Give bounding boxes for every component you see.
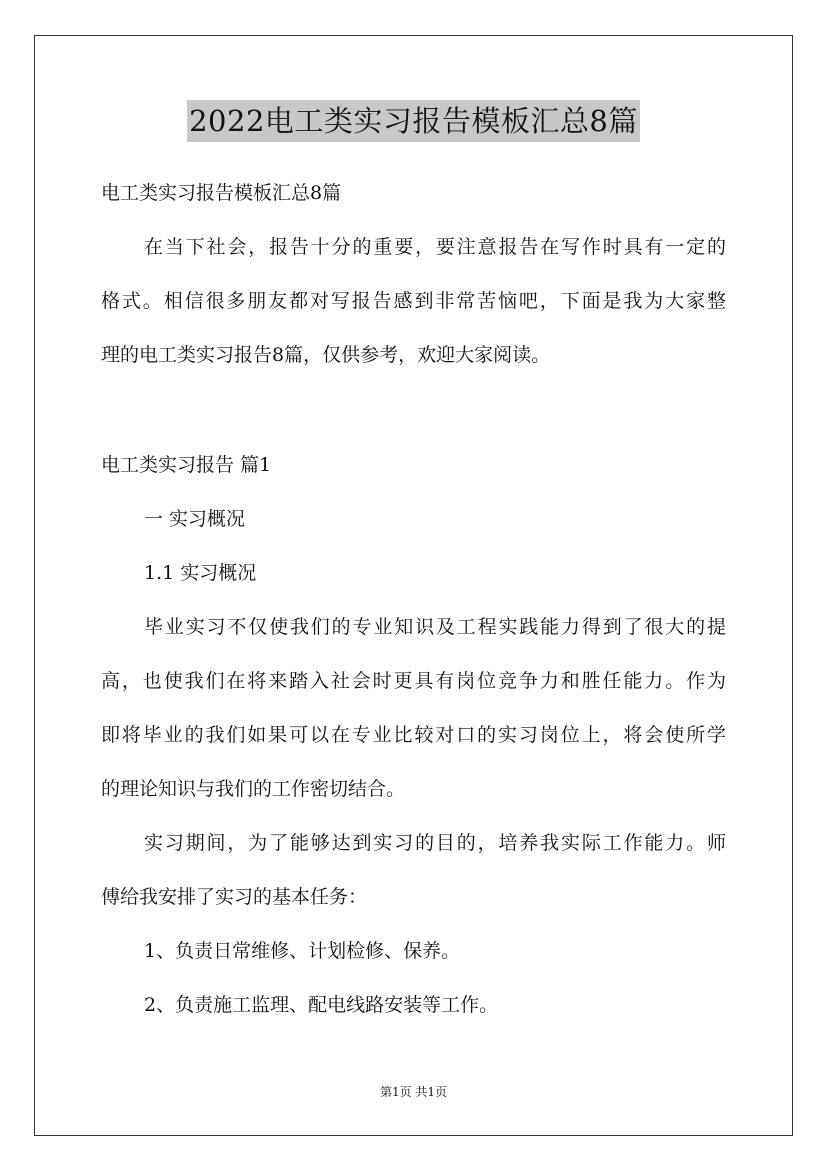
- intro-line-1: 在当下社会，报告十分的重要，要注意报告在写作时具有一定的: [144, 236, 726, 258]
- para1-line-4: 的理论知识与我们的工作密切结合。: [101, 778, 406, 800]
- document-title: 2022电工类实习报告模板汇总8篇: [187, 100, 640, 142]
- title-container: [0, 100, 827, 142]
- para1-line-3: 即将毕业的我们如果可以在专业比较对口的实习岗位上，将会使所学: [101, 724, 726, 746]
- para1-line-1: 毕业实习不仅使我们的专业知识及工程实践能力得到了很大的提: [144, 616, 726, 638]
- task-item-1: 1、负责日常维修、计划检修、保养。: [144, 940, 461, 962]
- task-item-2: 2、负责施工监理、配电线路安装等工作。: [144, 994, 499, 1016]
- sub-heading: 1.1 实习概况: [144, 562, 257, 584]
- part-heading: 一 实习概况: [144, 508, 246, 530]
- page-footer: 第1页 共1页: [379, 1085, 448, 1099]
- document-subtitle: 电工类实习报告模板汇总8篇: [101, 182, 342, 204]
- para2-line-2: 傅给我安排了实习的基本任务：: [101, 886, 368, 908]
- intro-line-2: 格式。相信很多朋友都对写报告感到非常苦恼吧，下面是我为大家整: [101, 290, 726, 312]
- para1-line-2: 高，也使我们在将来踏入社会时更具有岗位竞争力和胜任能力。作为: [101, 670, 726, 692]
- para2-line-1: 实习期间，为了能够达到实习的目的，培养我实际工作能力。师: [144, 832, 726, 854]
- intro-line-3: 理的电工类实习报告8篇，仅供参考，欢迎大家阅读。: [101, 344, 551, 366]
- section-heading: 电工类实习报告 篇1: [101, 454, 272, 476]
